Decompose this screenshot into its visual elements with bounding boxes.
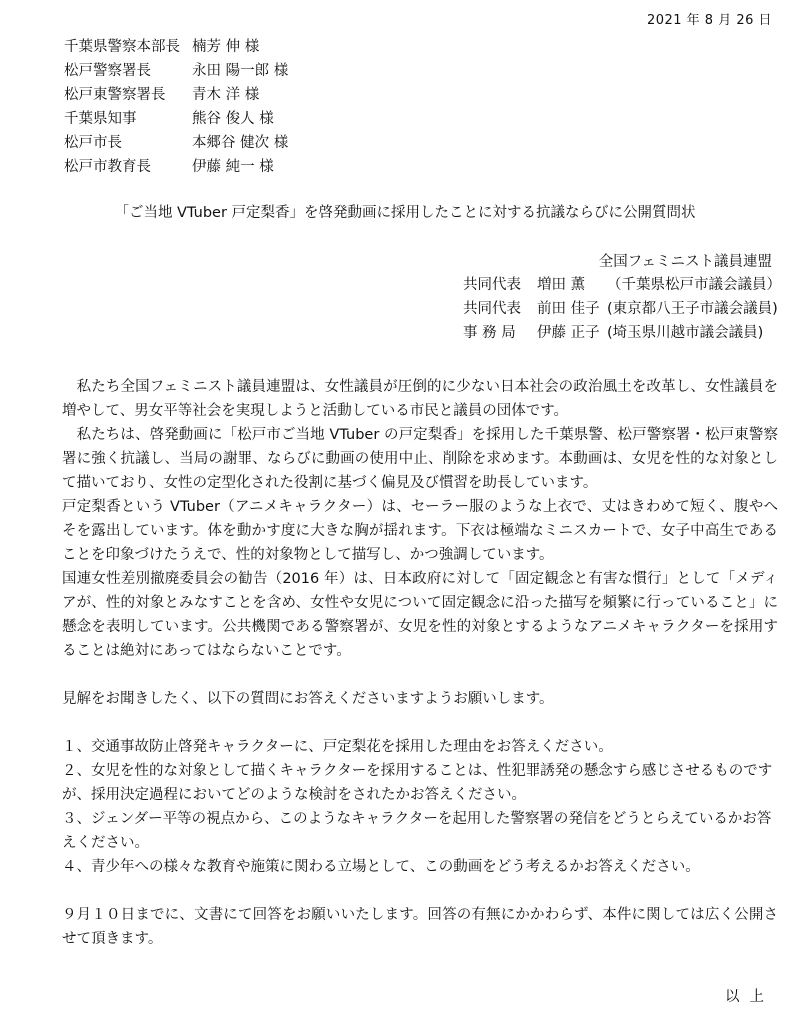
body-paragraph: 私たちは、啓発動画に「松戸市ご当地 VTuber の戸定梨香」を採用した千葉県警、松戸警察署・松戸東警察署に強く抗議し、当局の謝罪、ならびに動画の使用中止、削除を求めます。本動画は、女児を性的な対象として描いており、女性の定型化された役割に基づく偏見及び慣習を助長しています。 [62,427,778,491]
signatory-affiliation: （千葉県松戸市議会議員） [607,277,781,293]
signatory-role: 共同代表 [463,277,521,293]
signatory-affiliation: (東京都八王子市議会議員) [607,301,778,317]
recipient-role: 千葉県知事 [64,111,137,127]
closing-mark: 以上 [725,989,774,1005]
signatory-name: 増田 薫 [537,277,586,293]
signatory-affiliation: (埼玉県川越市議会議員) [607,325,764,341]
recipient-name: 熊谷 俊人 様 [192,111,274,127]
organization-name: 全国フェミニスト議員連盟 [598,254,772,270]
recipient-list [64,35,288,179]
body-paragraph: 国連女性差別撤廃委員会の勧告（2016 年）は、日本政府に対して「固定観念と有害な慣行」として「メディアが、性的対象とみなすことを含め、女性や女児について固定観念に沿った描写を頻繁に行っていること」に懸念を表明しています。公共機関である警察署が、女児を性的対象とするようなアニメキャラクターを採用することは絶対にあってはならないことです。 [62,571,778,659]
recipient-row [64,35,288,59]
recipient-name: 青木 洋 様 [192,87,260,103]
recipient-role: 松戸市長 [64,135,122,151]
question-item: ４、青少年への様々な教育や施策に関わる立場として、この動画をどう考えるかお答えください。 [62,859,700,875]
question-item: １、交通事故防止啓発キャラクターに、戸定梨花を採用した理由をお答えください。 [62,739,613,755]
signatory-name: 前田 佳子 [537,301,600,317]
signatory-name: 伊藤 正子 [537,325,600,341]
recipient-row [64,59,288,83]
signatory-row [463,297,781,321]
recipient-row [64,131,288,155]
signatory-role: 共同代表 [463,301,521,317]
recipient-role: 松戸警察署長 [64,63,151,79]
recipient-role: 松戸東警察署長 [64,87,166,103]
spacer [62,711,778,735]
recipient-name: 永田 陽一郎 様 [192,63,289,79]
deadline-paragraph: ９月１０日までに、文書にて回答をお願いいたします。回答の有無にかかわらず、本件に関しては広く公開させて頂きます。 [62,907,778,947]
question-item: ２、女児を性的な対象として描くキャラクターを採用することは、性犯罪誘発の懸念すら感じさせるものですが、採用決定過程においてどのような検討をされたかお答えください。 [62,763,773,803]
signatory-role: 事 務 局 [463,325,516,341]
recipient-role: 千葉県警察本部長 [64,39,180,55]
letter-date: 2021 年 8 月 26 日 [646,13,772,28]
letter-title: 「ご当地 VTuber 戸定梨香」を啓発動画に採用したことに対する抗議ならびに公開質問状 [114,205,696,221]
recipient-row [64,83,288,107]
signatory-list [463,273,781,345]
spacer [62,879,778,903]
recipient-role: 松戸市教育長 [64,159,151,175]
recipient-name: 楠芳 伸 様 [192,39,260,55]
request-paragraph: 見解をお聞きしたく、以下の質問にお答えくださいますようお願いします。 [62,691,554,707]
body-paragraph: 戸定梨香という VTuber（アニメキャラクター）は、セーラー服のような上衣で、丈はきわめて短く、腹やへそを露出しています。体を動かす度に大きな胸が揺れます。下衣は極端なミニスカートで、女子中高生であることを印象づけたうえで、性的対象物として描写し、かつ強調しています。 [62,499,778,563]
letter-body [62,375,778,951]
recipient-row [64,107,288,131]
signatory-row [463,273,781,297]
question-item: ３、ジェンダー平等の視点から、このようなキャラクターを起用した警察署の発信をどうとらえているかお答えください。 [62,811,772,851]
question-list [62,735,778,879]
body-paragraph: 私たち全国フェミニスト議員連盟は、女性議員が圧倒的に少ない日本社会の政治風土を改革し、女性議員を増やして、男女平等社会を実現しようと活動している市民と議員の団体です。 [62,379,778,419]
recipient-name: 本郷谷 健次 様 [192,135,289,151]
recipient-row [64,155,288,179]
spacer [62,663,778,687]
signatory-row [463,321,781,345]
recipient-name: 伊藤 純一 様 [192,159,274,175]
